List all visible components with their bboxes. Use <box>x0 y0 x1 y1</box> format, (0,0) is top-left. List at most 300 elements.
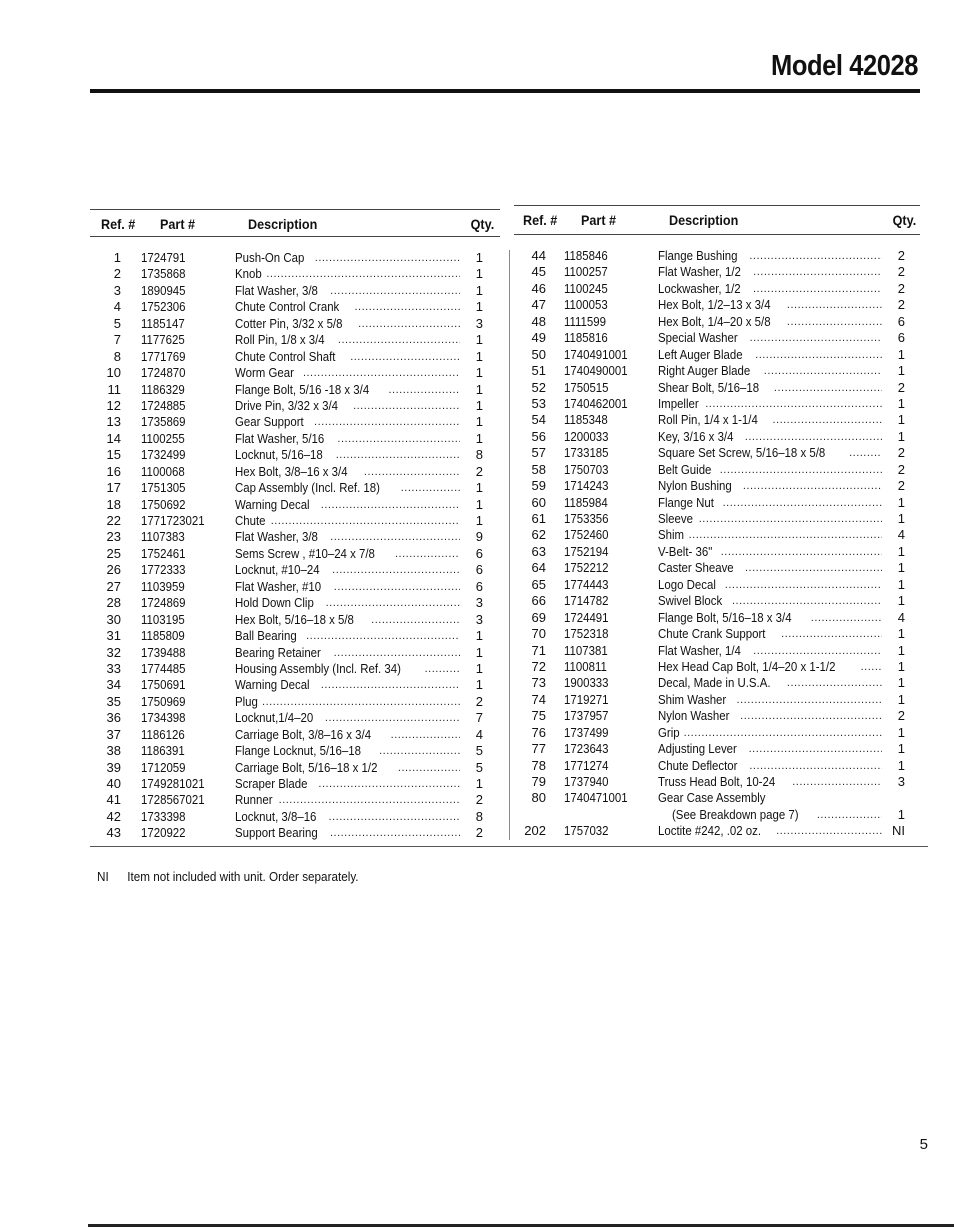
dot-leader <box>748 248 882 264</box>
quantity: 9 <box>475 529 483 545</box>
ref-number: 11 <box>107 381 121 397</box>
ref-number: 27 <box>106 578 121 594</box>
dot-leader <box>336 431 460 447</box>
ref-number: 3 <box>113 282 121 298</box>
table-row <box>90 332 500 348</box>
ref-number: 47 <box>531 297 546 313</box>
part-number: 1890945 <box>141 282 186 298</box>
quantity: 1 <box>897 395 905 411</box>
part-number: 1185984 <box>564 494 608 510</box>
ref-number: 44 <box>531 248 546 263</box>
dot-leader <box>848 445 882 461</box>
description-text: Locknut, 5/16–18 <box>235 447 323 463</box>
table-row <box>90 776 500 792</box>
table-row <box>90 513 500 529</box>
quantity: 2 <box>897 478 905 494</box>
part-number: 1750691 <box>141 677 186 693</box>
table-row <box>90 299 500 315</box>
table-row <box>514 790 920 806</box>
ref-number: 50 <box>531 346 546 362</box>
ref-number: 64 <box>531 560 546 576</box>
part-number: 1724869 <box>141 595 186 611</box>
table-row <box>514 330 920 346</box>
description-text: Right Auger Blade <box>658 363 751 379</box>
dot-leader <box>749 330 882 346</box>
dot-leader <box>270 513 460 529</box>
header-qty-right: Qty. <box>892 212 916 228</box>
quantity: 1 <box>475 299 483 315</box>
description <box>658 659 882 675</box>
description-text: Hex Bolt, 3/8–16 x 3/4 <box>235 463 348 479</box>
dot-leader <box>688 527 882 543</box>
table-bottom-rule <box>90 846 928 847</box>
description <box>658 511 882 527</box>
dot-leader <box>763 363 882 379</box>
table-row <box>90 727 500 743</box>
description <box>235 809 460 825</box>
part-number: 1107381 <box>564 642 608 658</box>
part-number: 1177625 <box>141 332 185 348</box>
ref-number: 69 <box>531 609 546 625</box>
ref-number: 58 <box>531 461 546 477</box>
description <box>235 710 460 726</box>
dot-leader <box>387 382 460 398</box>
quantity: 2 <box>475 792 483 808</box>
description <box>235 529 460 545</box>
description-text: Flange Bushing <box>658 248 738 263</box>
dot-leader <box>860 659 882 675</box>
ref-number: 32 <box>106 644 121 660</box>
table-row <box>90 628 500 644</box>
dot-leader <box>357 316 460 332</box>
table-row <box>90 792 500 808</box>
ref-number: 52 <box>531 379 546 395</box>
quantity: 1 <box>475 644 483 660</box>
dot-leader <box>378 743 460 759</box>
header-ref-left: Ref. # <box>101 216 136 232</box>
table-row <box>90 760 500 776</box>
description <box>235 628 460 644</box>
description-text: Plug <box>235 693 258 709</box>
table-row <box>514 741 920 757</box>
description-text: Carriage Bolt, 3/8–16 x 3/4 <box>235 726 372 742</box>
part-number: 1752306 <box>141 299 186 315</box>
description-text: Cap Assembly (Incl. Ref. 18) <box>235 480 380 496</box>
description <box>235 612 460 628</box>
table-row <box>514 708 920 724</box>
quantity: 1 <box>475 282 483 298</box>
dot-leader <box>305 628 460 644</box>
dot-leader <box>754 347 882 363</box>
quantity: NI <box>892 823 905 839</box>
table-row <box>514 347 920 363</box>
ref-number: 28 <box>106 595 121 611</box>
dot-leader <box>771 412 882 428</box>
description <box>658 593 882 609</box>
footer-rule <box>88 1224 954 1227</box>
description-text: Gear Case Assembly <box>658 790 766 806</box>
quantity: 1 <box>475 365 483 381</box>
ref-number: 45 <box>531 264 546 280</box>
table-row <box>514 429 920 445</box>
description <box>658 478 882 494</box>
quantity: 6 <box>475 578 483 594</box>
table-row <box>90 382 500 398</box>
description <box>235 727 460 743</box>
quantity: 3 <box>475 595 483 611</box>
part-number: 1774443 <box>564 576 609 592</box>
dot-leader <box>335 447 460 463</box>
description <box>235 645 460 661</box>
description <box>658 675 882 691</box>
table-row <box>514 544 920 560</box>
dot-leader <box>724 577 882 593</box>
table-row <box>514 692 920 708</box>
description-text: Chute Control Shaft <box>235 348 336 364</box>
page-number: 5 <box>919 1136 928 1153</box>
ref-number: 70 <box>531 626 546 642</box>
table-row <box>90 365 500 381</box>
part-number: 1186126 <box>141 726 185 742</box>
part-number: 1724870 <box>141 365 186 381</box>
table-row <box>90 562 500 578</box>
table-row <box>90 283 500 299</box>
part-number: 1774485 <box>141 660 186 676</box>
quantity: 1 <box>475 348 483 364</box>
quantity: 1 <box>897 593 905 609</box>
description-text: Hex Head Cap Bolt, 1/4–20 x 1-1/2 <box>658 658 836 674</box>
dot-leader <box>752 643 882 659</box>
part-number: 1100811 <box>564 658 607 674</box>
ref-number: 34 <box>106 677 121 693</box>
dot-leader <box>354 299 461 315</box>
part-number: 1185816 <box>564 330 608 346</box>
dot-leader <box>744 560 882 576</box>
description-text: V-Belt- 36" <box>658 543 713 559</box>
footnote <box>97 869 359 884</box>
description <box>658 347 882 363</box>
quantity: 2 <box>897 379 905 395</box>
part-number: 1740462001 <box>564 395 628 411</box>
dot-leader <box>748 741 882 757</box>
dot-leader <box>265 266 460 282</box>
dot-leader <box>780 626 882 642</box>
description-text: Shim Washer <box>658 691 727 707</box>
part-number: 1734398 <box>141 710 186 726</box>
quantity: 2 <box>897 445 905 461</box>
description-text: Adjusting Lever <box>658 741 737 757</box>
part-number: 1772333 <box>141 562 186 578</box>
part-number: 1739488 <box>141 644 186 660</box>
ref-number: 17 <box>106 480 121 496</box>
part-number: 1720922 <box>141 825 186 841</box>
part-number: 1724885 <box>141 397 186 413</box>
table-top-rule <box>514 205 920 206</box>
dot-leader <box>752 281 882 297</box>
table-row <box>514 314 920 330</box>
quantity: 2 <box>897 264 905 280</box>
header-rule-left <box>90 236 500 237</box>
part-number: 1735868 <box>141 266 186 282</box>
part-number: 1714782 <box>564 593 609 609</box>
description-text: Hex Bolt, 1/4–20 x 5/8 <box>658 313 771 329</box>
description <box>658 248 882 264</box>
quantity: 1 <box>897 626 905 642</box>
part-number: 1714243 <box>564 478 609 494</box>
ref-number: 79 <box>531 774 546 789</box>
quantity: 2 <box>475 825 483 841</box>
description-text: Knob <box>235 266 262 282</box>
description-text: Drive Pin, 3/32 x 3/4 <box>235 397 339 413</box>
ref-number: 42 <box>106 808 121 824</box>
description <box>235 776 460 792</box>
description-text: Gear Support <box>235 414 304 430</box>
part-number: 1186329 <box>141 381 185 397</box>
ref-number: 57 <box>531 445 546 461</box>
ref-number: 73 <box>531 675 546 691</box>
ref-number: 78 <box>531 757 546 773</box>
part-number: 1749281021 <box>141 776 205 791</box>
description-text: Shear Bolt, 5/16–18 <box>658 379 760 395</box>
quantity: 2 <box>897 461 905 477</box>
quantity: 5 <box>475 759 483 775</box>
dot-leader <box>302 365 460 381</box>
table-row <box>514 774 920 790</box>
dot-leader <box>390 727 460 743</box>
quantity: 1 <box>897 741 905 757</box>
ref-number: 26 <box>106 562 121 578</box>
description-text: Bearing Retainer <box>235 644 321 660</box>
description-text: Support Bearing <box>235 825 318 841</box>
description <box>658 823 882 839</box>
description <box>672 807 882 823</box>
description <box>235 677 460 693</box>
page-title: Model 42028 <box>771 50 918 82</box>
dot-leader <box>363 464 460 480</box>
part-number: 1100257 <box>564 264 608 280</box>
description-text: Push-On Cap <box>235 250 305 265</box>
quantity: 1 <box>475 496 483 512</box>
table-row <box>90 645 500 661</box>
description-text: Decal, Made in U.S.A. <box>658 675 771 691</box>
dot-leader <box>324 710 460 726</box>
ref-number: 202 <box>524 823 546 839</box>
ref-number: 65 <box>531 576 546 592</box>
dot-leader <box>325 595 460 611</box>
dot-leader <box>722 495 882 511</box>
quantity: 1 <box>897 412 905 428</box>
table-row <box>514 593 920 609</box>
part-number: 1185846 <box>564 248 608 263</box>
description-text: Hex Bolt, 1/2–13 x 3/4 <box>658 297 771 313</box>
dot-leader <box>704 396 882 412</box>
part-number: 1740471001 <box>564 790 628 806</box>
ref-number: 22 <box>106 513 121 528</box>
part-number: 1752461 <box>141 545 186 561</box>
dot-leader <box>683 725 882 741</box>
ref-number: 60 <box>531 494 546 510</box>
ref-number: 4 <box>113 299 121 315</box>
dot-leader <box>370 612 460 628</box>
part-number: 1737499 <box>564 724 609 740</box>
table-row <box>90 694 500 710</box>
dot-leader <box>349 349 460 365</box>
part-number: 1737940 <box>564 774 609 789</box>
description <box>658 741 882 757</box>
description <box>658 264 882 280</box>
description-text: Hex Bolt, 5/16–18 x 5/8 <box>235 611 354 627</box>
dot-leader <box>329 825 460 841</box>
ref-number: 56 <box>531 428 546 444</box>
description <box>658 643 882 659</box>
part-number: 1752212 <box>564 560 609 576</box>
quantity: 1 <box>897 543 905 559</box>
part-number: 1100255 <box>141 430 185 446</box>
quantity: 1 <box>897 642 905 658</box>
part-number: 1728567021 <box>141 792 205 808</box>
ref-number: 13 <box>106 414 121 430</box>
description <box>658 692 882 708</box>
table-row <box>90 349 500 365</box>
quantity: 1 <box>897 806 905 822</box>
quantity: 1 <box>475 381 483 397</box>
description-text: Warning Decal <box>235 496 310 512</box>
part-number: 1771769 <box>141 348 186 364</box>
quantity: 1 <box>897 363 905 379</box>
part-number: 1740491001 <box>564 346 628 362</box>
part-number: 1100245 <box>564 280 608 296</box>
description <box>658 380 882 396</box>
dot-leader <box>786 675 882 691</box>
ref-number: 7 <box>113 332 121 348</box>
dot-leader <box>314 250 460 266</box>
dot-leader <box>786 314 882 330</box>
quantity: 1 <box>475 628 483 644</box>
quantity: 6 <box>897 313 905 329</box>
description-text: Belt Guide <box>658 461 712 477</box>
description-text: Truss Head Bolt, 10-24 <box>658 774 776 789</box>
description <box>658 774 882 790</box>
ref-number: 48 <box>531 313 546 329</box>
quantity: 2 <box>475 463 483 479</box>
dot-leader <box>329 283 460 299</box>
quantity: 1 <box>897 658 905 674</box>
table-row <box>90 464 500 480</box>
quantity: 5 <box>475 743 483 759</box>
ref-number: 18 <box>106 496 121 512</box>
part-number: 1750969 <box>141 693 186 709</box>
part-number: 1103959 <box>141 578 185 594</box>
table-row <box>514 659 920 675</box>
description-text: Flat Washer, 5/16 <box>235 430 325 446</box>
quantity: 1 <box>897 675 905 691</box>
table-row <box>514 248 920 264</box>
ref-number: 37 <box>106 726 121 742</box>
table-row <box>514 495 920 511</box>
ref-number: 15 <box>106 447 121 463</box>
dot-leader <box>810 610 882 626</box>
ref-number: 2 <box>113 266 121 282</box>
table-row <box>90 612 500 628</box>
quantity: 1 <box>897 691 905 707</box>
ref-number: 75 <box>531 708 546 724</box>
part-number: 1200033 <box>564 428 609 444</box>
quantity: 3 <box>475 315 483 331</box>
quantity: 1 <box>897 511 905 526</box>
description-text: Key, 3/16 x 3/4 <box>658 428 734 444</box>
quantity: 1 <box>475 332 483 348</box>
dot-leader <box>394 546 460 562</box>
description-text: Ball Bearing <box>235 628 297 644</box>
dot-leader <box>719 462 882 478</box>
description <box>658 412 882 428</box>
title-rule <box>90 89 920 93</box>
table-row <box>90 661 500 677</box>
description <box>658 626 882 642</box>
description <box>658 297 882 313</box>
description-text: Logo Decal <box>658 576 716 592</box>
part-number: 1752460 <box>564 527 609 543</box>
dot-leader <box>337 332 460 348</box>
header-ref-right: Ref. # <box>523 212 558 228</box>
part-number: 1185348 <box>564 412 608 428</box>
table-row <box>514 626 920 642</box>
ref-number: 25 <box>106 545 121 561</box>
ref-number: 38 <box>106 743 121 759</box>
parts-list-left <box>90 250 500 842</box>
part-number: 1752318 <box>564 626 609 642</box>
description <box>235 743 460 759</box>
description-text: Swivel Block <box>658 593 723 609</box>
dot-leader <box>786 297 882 313</box>
ref-number: 49 <box>531 330 546 346</box>
description <box>658 560 882 576</box>
description <box>658 527 882 543</box>
ref-number: 62 <box>531 527 546 543</box>
table-row <box>90 710 500 726</box>
quantity: 1 <box>897 494 905 510</box>
description <box>235 825 460 841</box>
table-row <box>90 809 500 825</box>
part-number: 1752194 <box>564 543 609 559</box>
quantity: 1 <box>897 757 905 773</box>
description <box>658 396 882 412</box>
table-row <box>514 511 920 527</box>
table-row <box>514 560 920 576</box>
part-number: 1111599 <box>564 313 606 329</box>
table-row <box>90 398 500 414</box>
description <box>658 758 882 774</box>
description-text: Scraper Blade <box>235 776 308 791</box>
description <box>235 792 460 808</box>
ref-number: 31 <box>106 628 121 644</box>
table-row <box>90 579 500 595</box>
header-qty-left: Qty. <box>470 216 494 232</box>
quantity: 4 <box>897 609 905 625</box>
table-row <box>514 363 920 379</box>
table-row <box>514 807 920 823</box>
ref-number: 77 <box>531 741 546 757</box>
ref-number: 43 <box>106 825 121 841</box>
dot-leader <box>698 511 882 527</box>
description-text: Flat Washer, 1/4 <box>658 642 741 658</box>
quantity: 1 <box>897 576 905 592</box>
table-row <box>514 823 920 839</box>
ref-number: 14 <box>106 430 121 446</box>
part-number: 1740490001 <box>564 363 628 379</box>
table-row <box>514 758 920 774</box>
description-text: Locknut, 3/8–16 <box>235 808 317 824</box>
